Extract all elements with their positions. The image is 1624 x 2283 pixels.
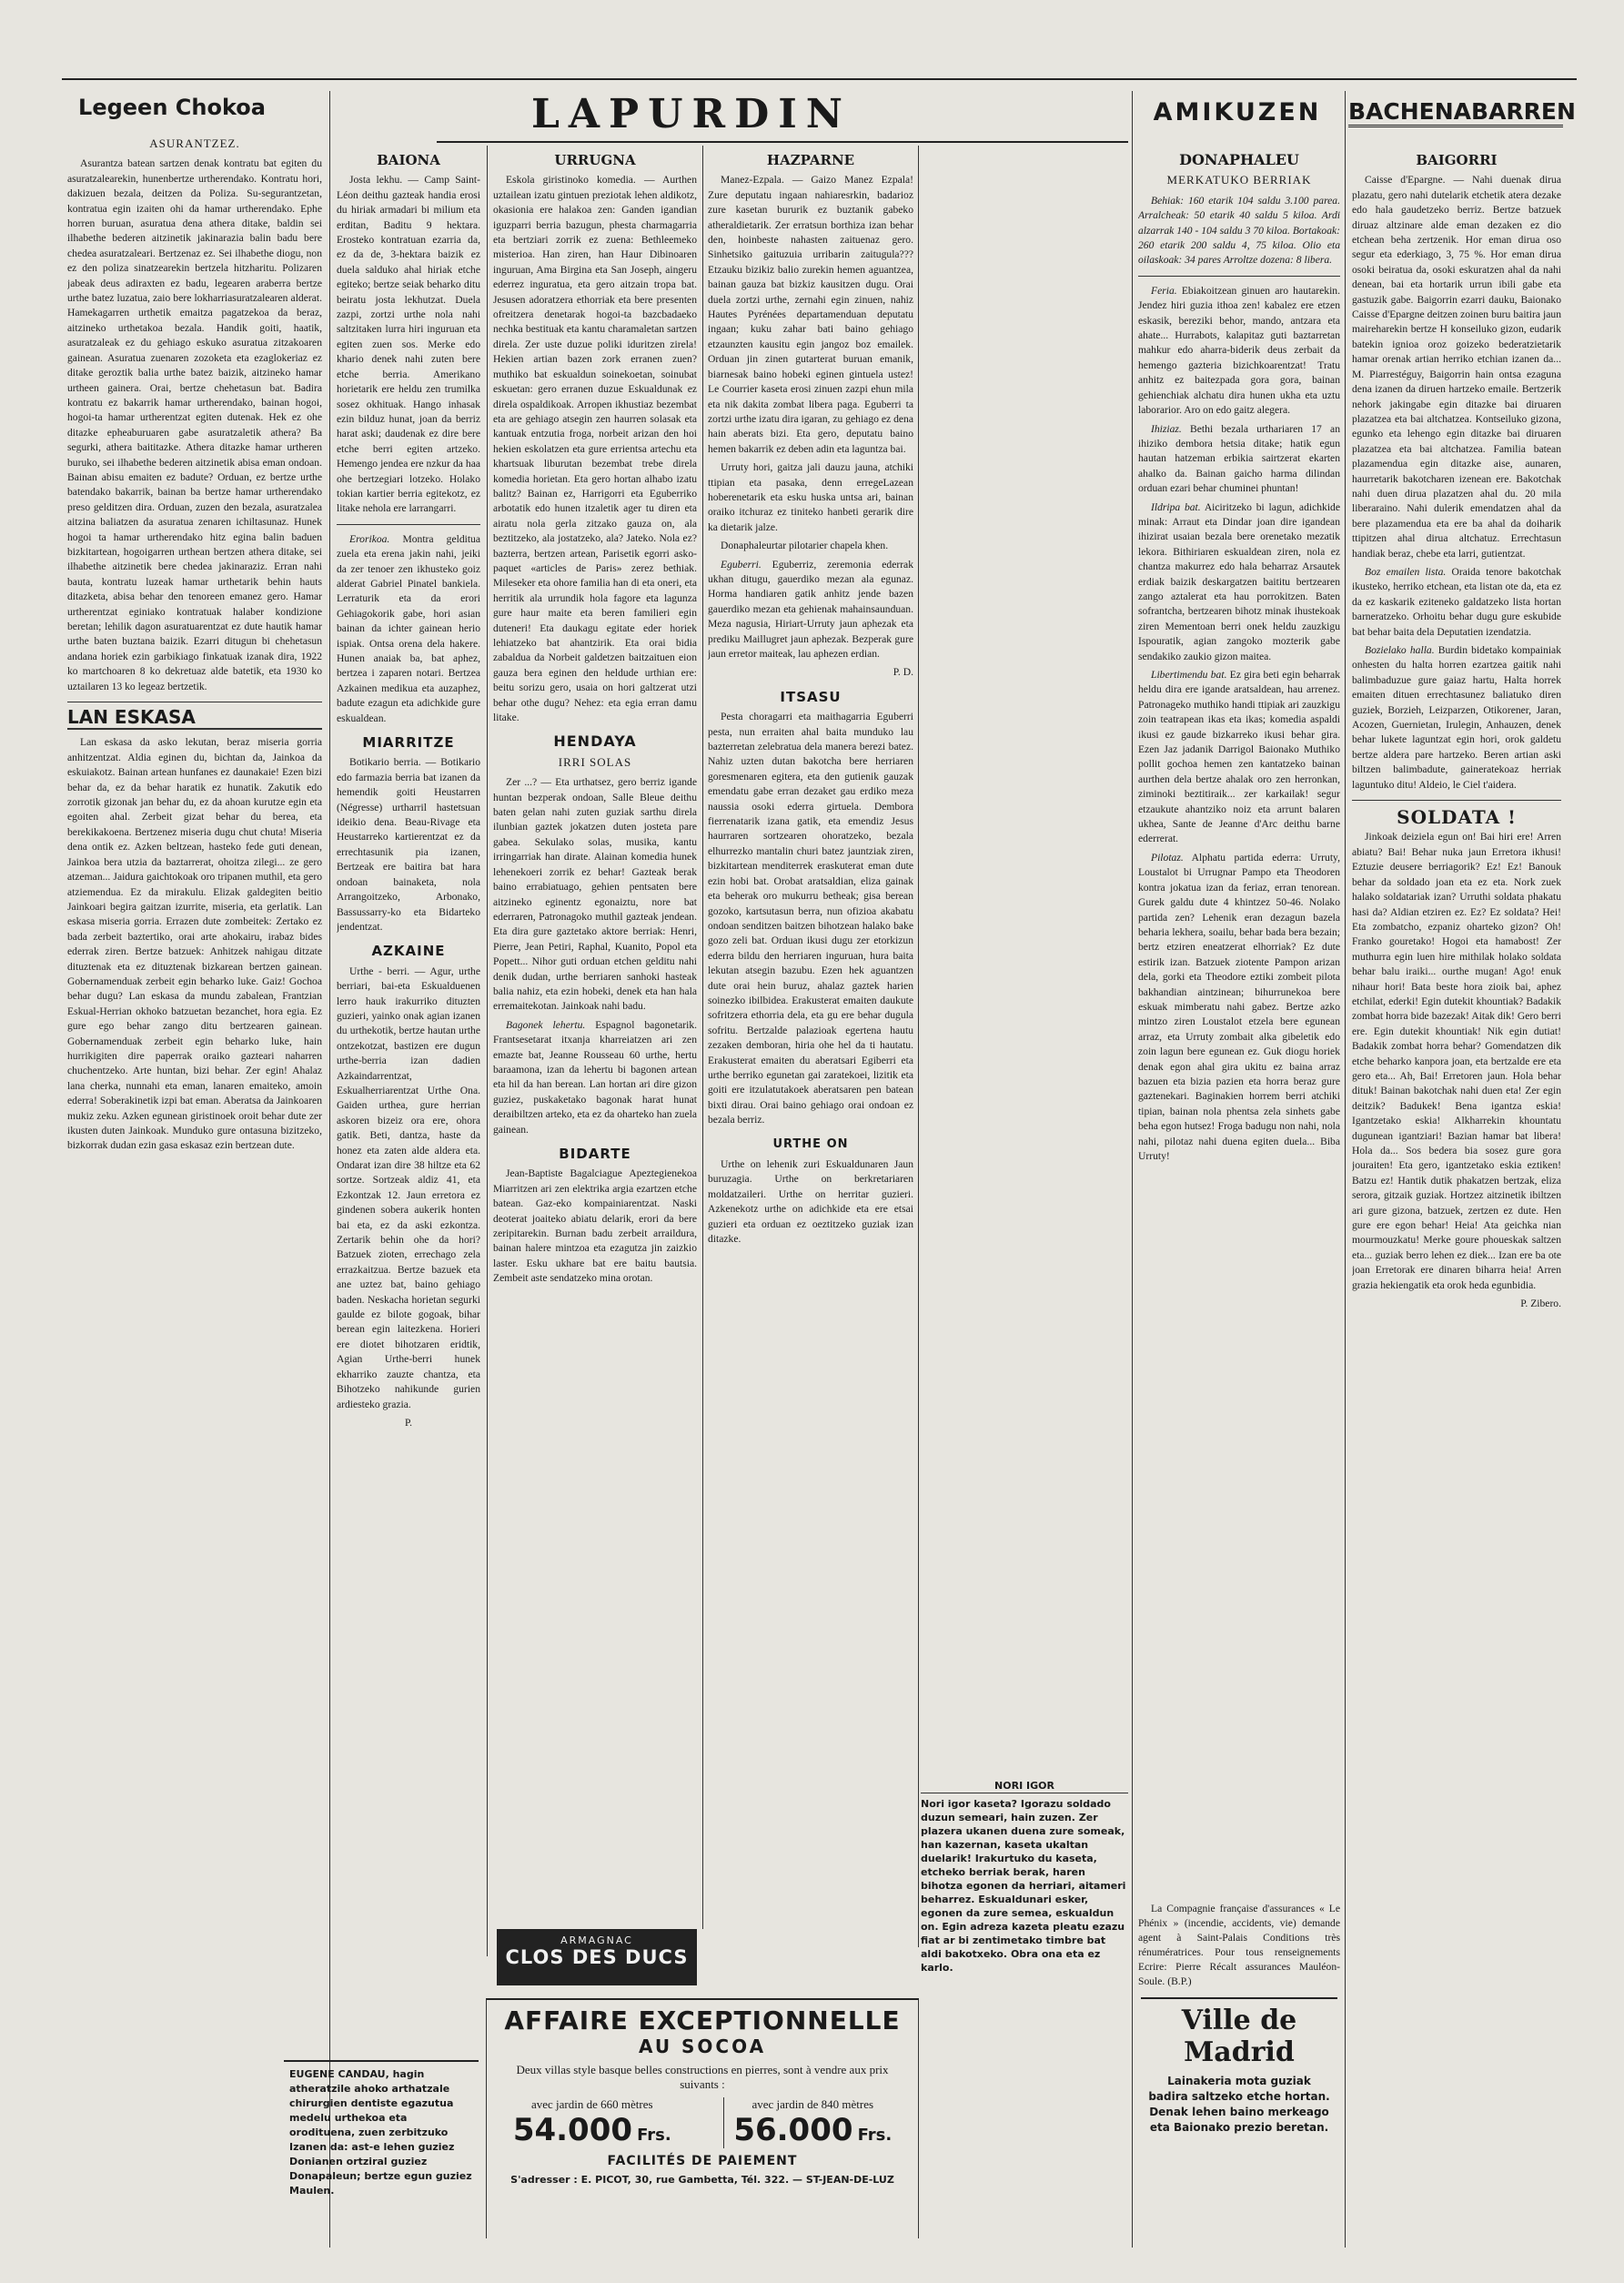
- ad-facilites: FACILITÉS DE PAIEMENT: [607, 2154, 798, 2168]
- ad-small-text: ARMAGNAC: [560, 1934, 633, 1946]
- article-text: Alphatu partida ederra: Urruty, Loustalot bi Urrugnar Pampo eta Theodoren kontra jokatua izan da feriaz, erran tenorean. Gurek galdu dute 4 khintzez 50-46. Nolako partida zen? Lehenik eran dezagun bazela beharia lekhera, soailu, behar bada bera bezain; bertz etziren eneatzerat elhorriak? Ez dute estirik izan. Batzuek ziotente Pampon arizan dela, gorki eta Theodore eztiki zombeit pilota bakhandian aintzinean; bihurrunekoa bere eskuak mimberatu nahi gabez. Bertze azko mintzo ziren Loustalot etzela bere egunean arraz, eta Urruty zombait alka gibeletik edo zoin lagun bere egunean ez. Guk diogu horiek denak egon ahal gira ukitu ez baina arraz bazuen eta bizia pazien eta horra beraz gure gaztenekari. Baginakien horrem berri atchiki tipian, bainan nola phentsa zela sinhets gabe beha egon hutsez! Froga badugu non nahi, nola nahi, pilotaz nahi duena egiten duela... Biba Urruty!: [1138, 851, 1340, 1162]
- article-body: Nori igor kaseta? Igorazu soldado duzun semeari, hain zuzen. Zer plazera ukanen duena zure someak, han kazernan, kaseta ukaltan duelarik! Irakurtuko du kaseta, etcheko berriak berak, haren bihotza egonen da herriari, aitameri beharrez. Eskualdunari esker, egonen da zure semea, eskualdun on. Egin adreza kazeta pleatu ezazu fiat ar bi zentimetako timbre bat aldi bakotxeko. Obra ona eta ez karlo.: [921, 1798, 1126, 1974]
- article-subtitle: ASURANTZEZ.: [149, 136, 240, 150]
- article-body: Jean-Baptiste Bagalciague Apeztegienekoa Miarritzen ari zen elektrika argia ezartzen etche batean. Gaz-eko kompainiarentzat. Naski deoterat joaiteko abiatu delarik, erori da bere zeripitarekin. Burnan badu zerbeit arraildura, bainan halere mintzoa eta ezagutza jin zaizkio laster. Esku ukhare bat ere baitu bautsia. Zembeit aste sendatzeko mina orotan.: [493, 1167, 697, 1285]
- villa-1: [513, 2097, 671, 2148]
- column-6: [1352, 146, 1561, 2238]
- section-heading: HENDAYA: [553, 732, 637, 751]
- ad-title: AFFAIRE EXCEPTIONNELLE: [504, 2005, 901, 2036]
- section-heading: BAIGORRI: [1416, 152, 1498, 168]
- article-lead: Bozielako halla.: [1365, 644, 1435, 656]
- section-heading: DONAPHALEU: [1179, 151, 1299, 168]
- section-heading: MIARRITZE: [362, 734, 455, 752]
- article-body: [708, 558, 913, 662]
- article-text: Montra gelditua zuela eta erena jakin nahi, jeiki da zer tenoer zen ikhusteko goiz alderat Gabriel Pinatel bankiela. Lerraturik eta da erori Gehiagokorik gabe, hori asian bainan da ichter gainean herio ispiak. Ontsa orena dela hakere. Hunen anaiak ba, bat aphez, bertzea i zaparen notari. Bertzea Azkainen medikua eta auzaphez, badute ezagun eta adichkide gure eskualdean.: [337, 532, 480, 724]
- article-text: Ebiakoitzean ginuen aro hautarekin. Jendez hiri guzia ithoa zen! kabalez ere etzen eskasik, bereziki behor, mando, antzara eta ahate... Hurrabots, kalapitaz guti baztarretan mahkur edo aharra-biderik deus zerbait da hemengo gazteria bizichkoarentzat! Tratu anhitz ez baitezpada gora gora, bainan gehienchiak alchatu dira hunen ukha eta uztu laborarior. Aro on edo gaitz alegera.: [1138, 284, 1340, 417]
- ad-title: Ville de Madrid: [1181, 2005, 1297, 2068]
- article-body: Lan eskasa da asko lekutan, beraz miseria gorria anhitzentzat. Aldia eginen du, bichtan da, Jainkoa da eskuiakotz. Bainan artean hunfanes ez daunakaie! Ezen bizi behar da, ez da behar haratik ez hunatik. Zakutik edo zorrotik gizonak jan behar du, ez da ahoan kurutze egin eta egoiten ahal. Zerbeit gizat behar du berea, eta berekikakoena. Bertzenez miseria dugu chut chuta! Miseria dena ontik ez. Azken beltzean, hasteko fede guti denean, Jainkoa bera utzia da baztarrerat, ohoitza zilegi... ze gero atzeman... Jaidura gaichtokoak oro tripanen muthil, eta gero atziemendua. Ez da mirakulu. Elizak galdegiten beitio Jainkoari begira gaitzan izurrite, miseria, eta gerlatik. Lan eskasa miseria gorria. Errazen dute zombeitek: Zertako ez bada zerbeit baztertiko, orai arte ahokairu, irabaz bides ederrak ziren. Bertze batzuek: Anhitzek nahigau ditzate dituztenak eta ez dituztenak bizkarean bertzen gainean. Gobernamenduak zerbeit egin beharko luke. Gaiz! Gochoa behar dugu? Lan eskasa da mundu zabalean, Frantzian Eskual-Herrian okhoko batzuetan bezanchet, hora egia. Ez gure ego behar zango ditu bertzearen gainean. Gobernamenduak zerbeit egin beharko luke, hain hurrikigiten dire paperrak oraiko gazteari naharren chuchentzeko. Arte huntan, bizi behar. Zer egin! Ahalaz lana cherka, nunnahi eta eman, lanaren emaiteko, amoin ederra! Soberakinetik izpi bat eman. Aberatsa da Jainkoaren mukiz zeku. Azken egunean giristinoek oroit behar dute zer ikusten duten Jainkoak. Munduko gure ontasuna bizitzeko, bizkorrak dudan ezin gasa eskasaz ezin bertzean dute.: [67, 736, 322, 1152]
- masthead-left: Legeen Chokoa: [78, 95, 266, 120]
- article-body: Asurantza batean sartzen denak kontratu bat egiten du asuratzalearekin, hunenbertze urtherendako. Kontratu hori, dakizuen bezala, deitzen da Poliza. Su-segurantzetan, kontratua egin izaiten ohi da hamar urtherendako. Ephe horren buruan, asuratua dena athera ditake, baldin sei ilhabethe bederen aitzinetik jakinarazia balin badu bere chedea asuratzaleari. Bertzenaz ez. Sei ilhabethe diogu, non ez den poliza sinatzearekin bertzela hitzharitu. Polizaren jabeak deus adiraxten ez badu, legearen araberra bertze urthe batez luzatua, zaio bere lokharriasuratzalearen alderat. Hamekagarren urthetik emaitza pagatzekoa da beraz, aitzineko urthetakoa bezala. Handik goiti, haatik, asuratzaleak ez du gehiago eskuko asuratua zitzakoaren gainean. Asuratua zuenaren zozoketa eta ezaglokeriaz ez ditake geroztik balia urthe batez baizik, aitzineko hamar urtheen gainera. Orai, bertze chehetasun bat. Badira kontratu ez bakarrik hamar urtherendako, bainan hogoi, hogoi-ta hamar urtherentzat egiten dutenak. Hek ez ohe ditazke epheaburuaren gabe asuratzaletik athera? Ba segurki, athera baititazke. Athera ditazke hamar urtheren buruko, sei ilhabethe bederen aitzinetik abisa eman ondoan. Bainan abisu emaiten ez badute? Orduan, ez bertze urthe batendako bakarrik, bainan ba bertze hamar urtherendako preso gelditzen dira. Orduan, zuzen den bezala, asuratzalea aitzina baliatzen da asuratua zenaren ichiltasunaz. Hunek hogoi ta hamar urtherendako hitz egina balin baduen bizkitartean, hogoigarren urthean bertzen athera ditake, sei ilhabethe aitzinetik bere chedea jakinaraziz. Erran nahi bauta, kontratu luzeak hamar urthetarik behin hauts ditazketa, abisa behar den tenoreen emanez gero. Hamar urtherentzat eginiako kontratuak halaber kondizione beretan; lehilik dagon asuratuarentzat ez dute hautik hamar urthe baten buztana baizik. Ezarri ditugun bi chehetasun andana horiek ezin garbikiago finkatuak izanak dira, 1922 ko martchoaren 8 ko dekretuaz alde batetik, eta 1930 ko uztailaren 13 ko legeaz bertzetik.: [67, 157, 322, 692]
- ad-big-text: CLOS DES DUCS: [505, 1946, 689, 1968]
- ad-address: S'adresser : E. PICOT, 30, rue Gambetta, Tél. 322. — ST-JEAN-DE-LUZ: [510, 2174, 894, 2186]
- villa-label: avec jardin de 840 mètres: [751, 2097, 874, 2111]
- article-body: [493, 1018, 697, 1137]
- column-rule: [918, 146, 919, 1947]
- article-text: Espagnol bagonetarik. Frantsesetarat itxanja kharreiatzen ari zen emazte bat, Jeanne Rousseau 60 urthe, hertu baraamona, izan da lehertu bi bagonen artean eta hil da han berean. Lan hortan ari dire gizon guziez, puskaketako bagonak harat hunat deraibiltzen arteko, eta ez da oharteko han zuela gainean.: [493, 1018, 697, 1136]
- column-rule: [329, 91, 330, 2248]
- nori-igor-box: [921, 1779, 1128, 2052]
- armagnac-ad: [497, 1929, 697, 1985]
- article-text: Eguberriz, zeremonia ederrak ukhan ditugu, gauerdiko mezan ala egunaz. Horma handiaren gatik anhitz jende bazen gauerdiko mezan eta gehienak mahainsaunduan. Meza nagusia, Hiriart-Urruty jaun aphezak eta prediku Maillugret jaun aphezak. Bezperak gure jaun erretor maiteak, lau aphezen erdian.: [708, 558, 913, 660]
- section-subtitle: IRRI SOLAS: [558, 754, 632, 769]
- article-lead: Bagonek lehertu.: [506, 1018, 586, 1031]
- article-body: Urruty hori, gaitza jali dauzu jauna, atchiki ttipian eta pasaka, denn erregeLazean hoberenetarik eta esku huska untsa ari, bainan oraiko itchuraz ez tiniteko hanbeti gerarik dire ka dietarik jalze.: [708, 461, 913, 533]
- section-heading: NORI IGOR: [921, 1779, 1128, 1793]
- article-body: Pesta choragarri eta maithagarria Eguberri pesta, nun erraiten ahal baita munduko lau bazterretan zelebratua dela manera berezi batez. Nahiz uzten dutan bakotcha bere herriaren goresmenaren egitera, eta den gutienik gauzak emendatu gabe erran dezaket gau erdiko meza naussia osoki ederra girtuela. Dembora fierrenatarik izana gatik, eta emendiz Jesus haurraren sortzearen ohoratzeko, bezala elhurrezko mantalin churi batez jauntziak ziren, bizkitartean menditerrek eraskuterat eman dute ezin hobi bat. Orobat aratsaldian, eliza gainak eta beherak oro mukurru betheak; gisa berean gozoko, kartsutasun berra, nun ofizioa akabatu ondoan senditzen baitzen bihotzean halako bake gozo zeli bat. Orduan ikusi dugu zer etorkizun ederra bildu den herriaren inguruan, hura baita lekutan atsegin bazubu. Ezen hek aguantzen dute orai hein buruz, ahalaz gaztek harien soinezko ibilbidea. Erakusterat emaiten daukute sofritzera ethorria dela, eta gu ere behar dugula sofritu. Bertzalde palazioak egertena hautu zezaken demboran, hiria ohe hel da ti hautatu. Erakusterat emaiten du aberatsari Egiberri eta urthe berriko egunetan gai zaratekoei, lizitik eta goiti ere itzulatutakoek aberatsaren pen batean bixti dirau. Orai baino gehiago orai ondoan ez bezala berriz.: [708, 711, 913, 1126]
- column-4: [708, 146, 913, 1783]
- article-lead: Libertimendu bat.: [1151, 669, 1227, 681]
- ad-subtitle: AU SOCOA: [638, 2036, 767, 2057]
- article-body: Manez-Ezpala. — Gaizo Manez Ezpala! Zure deputatu ingaan nahiaresrkin, badarioz zure kasetan bururik ez buztanik gabeko atheraldietarik. Zer erratsun borthiza izan behar den, hoinbeste nahasten zaituenaz gero. Sinhetsiko gaituzuia urribarin zaitugula??? Etzauku bizikiz balio zurekin hemen aguantzea, bainan gauza bat bizkiz kausitzen dugu. Orai duela zortzi urthe, zernahi egin zinuen, nahiz Hautes Pyrénées departamenduan deputatu ingaan; kuku zahar bati baino gehiago etzaunzten kausitu egin jangoz boz emailek. Orduan jin zinen gutarterat buruan emanik, biarnesak baino hobeki eginen gintuela ustez! Le Courrier kaseta erosi zinuen zazpi ehun mila eta nik dakita zombat libera paga. Eguberri ta zortzi urthe izatu dira igaran, zu gehiago ez dena hain aberats bizi. Eta gero, deputatu baino hemen bakarrik ez deben adin eta laguntza bai.: [708, 174, 913, 455]
- article-body: [1138, 284, 1340, 419]
- affaire-ad: [486, 1998, 919, 2238]
- column-3: [493, 146, 697, 1811]
- article-text: Bethi bezala urthariaren 17 an ihiziko dembora hetsia ditake; hatik egun hautan hatzeman erbikia sairtzerat ekarten ahalko da. Bainan gaicho harma dilindan orduan ezari behar chuminei phuntan!: [1138, 422, 1340, 495]
- phenix-ad: La Compagnie française d'assurances « Le Phénix » (incendie, accidents, vie) demande agent à Saint-Palais Conditions très rénumératrices. Pour tous renseignements Ecrire: Pierre Récalt assurances Mauléon-Soule. (B.P.): [1138, 1903, 1340, 1987]
- section-heading: BAIONA: [377, 152, 440, 168]
- section-heading: ITSASU: [780, 688, 842, 705]
- article-body: Josta lekhu. — Camp Saint-Léon deithu gazteak handia erosi du hiriak armadari bi milium eta erditan, Baditu 9 hektara. Erosteko kontratuan ezarria da, ez da de, 3-hektara baizik ez duela salduko ahal hiriak etche egiteko; bertze seiak beharko ditu beiratu josta lekhutzat. Duela zazpi, zortzi urthe nola nahi saltzitaken lurra hiri inguruan eta egiten zuen sos. Merke edo khario denek nahi zuten bere etche berria. Amerikano horietarik ere heldu zen trumilka sosez okhituak. Hango inhasak ezin bilduz hunat, joan da berriz harat aski; daudenak ez dire bere etche berri egiten artzeko. Hemengo jendea ere nzkur da haa ohe bertzegiari lotzeko. Holako tokian kartier berria egitekotz, ez litake nehola ere larrangarri.: [337, 174, 480, 515]
- article-body: [1352, 643, 1561, 793]
- article-lead: Erorikoa.: [349, 532, 390, 545]
- article-text: Oraida tenore bakotchak ikusteko, herriko etchean, eta listan ote da, eta ez da ez kaskarik eziteneko galdatzeko lista hortan barneratzeko. Orhoitu behar dugu gure eskubide bat behar baita dela Deputatien izendatzia.: [1352, 565, 1561, 638]
- section-heading: LAN ESKASA: [67, 710, 322, 730]
- article-body: [1352, 565, 1561, 640]
- section-heading: BIDARTE: [559, 1146, 631, 1162]
- masthead-title: LAPURDIN: [530, 91, 852, 137]
- masthead-rule: [437, 141, 1128, 143]
- villa-prices: [487, 2097, 918, 2148]
- article-body: [1138, 668, 1340, 847]
- price-value: 54.000: [512, 2112, 633, 2148]
- masthead-right-1: AMIKUZEN: [1153, 98, 1322, 126]
- article-body: Urthe - berri. — Agur, urthe berriari, bai-eta Eskualduenen lerro hauk irakurriko dituzten guzieri, yainko onak agian izanen du urthekotik, bertze hautan urthe ontzekotzat, bastizen ere dugun urthe-berria izan dadien Azkaindarrentzat, Eskualherriarentzat Urthe Ona. Gaiden urthea, gure herrian askoren bizeiz ora ere, ohora gatik. Beti, dantza, haste da honez eta zaten alde aldera eta. Ondarat izan dire 38 hiltze eta 62 sortze. Sortzeak aldiz 41, eta Ezkontzak 12. Jaun erretora ez gindenen sobera aukerik honten bai eta, ez da aski ezkontza. Zertarik behin ohe da hori? Batzuek zioten, errechago zela errazkaitzua. Bertze bazuek eta ane uztez bat, baino gehiago baden. Neskacha horietan segurki gaulde ez bilote gogoak, bihar berean egin laitezkena. Horieri ere diotet bihotzaren eridtik, Agian Urthe-berri hunek ekharriko zauzte chantza, eta Bihotzeko nahikunde gurien ardiesteko grazia.: [337, 965, 480, 1410]
- signature: P. D.: [893, 666, 913, 679]
- article-body: Botikario berria. — Botikario edo farmazia berria bat izanen da hemendik goiti Heustarren (Négresse) urtharril hastetsuan ideikio dena. Beau-Rivage eta Heustarreko kartierentzat ez da errechtasunik pia izanen, Bertzeak ere baitira bat hara ondoan bainaketa, nola Arrangoitzeko, Arbonako, Bassussarry-ko eta Bidarteko jendentzat.: [337, 756, 480, 933]
- article-body: Jinkoak deiziela egun on! Bai hiri ere! Arren abiatu? Bai! Behar nuka jaun Erretora ikhusi! Eztuzie deusere berriagorik? Ez! Ez! Banouk behar da soldado joan eta ez eta. Nork zuek halako soldatariak izan? Urruthi soldata phakatu hasi da? Aldian etziren ez. Ez? Ez soldata? Hei! Eta zombatcho, ezpaniz oharteko gizon? Oh! Franko gouretako! Hogoi eta hamabost! Zer muthurra egin luen hire mithilak holako soldata behar balu iraiki... ourthe mugan! Ago! enuk nihaur hori! Bata beste hora zioik bai, aphez etchilat, ederki! Egin dutekit khountiak? Badakik zombat horra bide bazezak! Aitak dik! Gero berri ere. Egin dutekit khountiak! Nik egin dutiat! Badakik zombat horra behar? Gomendatzen dik etche beharko kanpora joan, eta bertzalde ere eta gero eta... Ah, Bai! Erretoren jaun. Hola behar dituk! Bainan bakotchak nahi duen eta! Zer egin deitzik? Badukek! Bena igantza eskia! Igantzetako eskia! Alkharrekin khountatu dugunean igantziari! Bazian hamar bat libera! Hola da... Sos bedera bia sosez gure gora jouraiten! Eta gero, igantzetako eskia eztiken! Batzu ez! Hantik dutik phakatzen bertzak, eliza serora, gitzaik guziak. Hortzez aitzinetik ibiltzen ari gure gizona, batzuek, zertzen ez dute. Hen gure ere egon behar! Heia! Ata geichka nian mourmouzkatu! Merke goure phoueskak saltzen eta... guziak berro lehen ez diek... Izan ere ba ote joan Erretorak ere dinaren biharra heia! Arren grazia hekiengatik eta orok heda egunbidia.: [1352, 831, 1561, 1291]
- section-subtitle: MERKATUKO BERRIAK: [1166, 173, 1312, 187]
- signature: P.: [404, 1416, 413, 1429]
- column-5: [1138, 146, 1340, 1893]
- article-lead: Ildripa bat.: [1151, 500, 1201, 513]
- villa-price: [513, 2112, 671, 2148]
- article-body: Zer ...? — Eta urthatsez, gero berriz igande huntan bezperak ondoan, Salle Bleue deithu baten gelan nahi zuten guziak sarthu direla ilunbian gaztek jokatzen duten josteta pare gabea. Sekulako solas, musika, kantu irringarriak han dirate. Alainan komedia hunek lehenekoeri zorrik ez behar! Gazteak berak baino errabiatuago, gehien pentsaten bere aitzineko eginentz egonaiztu, nore bat ederraren, Patronagoko muthil gazteak jendean. Eta dira gure gaztetako aktore berriak: Henri, Pierre, Jean Petiri, Raphal, Kuanito, Popol eta Popett... Nihor guti orduan etchen gelditu nahi denik dudan, urthe berriaren sanhoki hasteak balia nahiz, eta ezin hobeki, denek eta han hala erremaitekotan. Jainkoak nahi badu.: [493, 776, 697, 1013]
- article-text: Aiciritzeko bi lagun, adichkide minak: Arraut eta Dindar joan dire igandean ihizirat usaian bezala bere orenetako mezatik lekora. Bithiriaren eskualdean ziren, nola ez chantza makurrez edo hala beharraz Arsautek erdiak baizik deskargatzen baititu bertzearen zango aztalerat eta hau porrokitzen. Baten sofrantcha, bertzearen bihotz minak ihustekoak ziren Mementoan berri onek heldu zauzkigu Ispouratik, agian zangoko mozterik gabe sendakiko zaukio gizon maitea.: [1138, 500, 1340, 662]
- column-1: [67, 136, 322, 2248]
- price-currency: Frs.: [857, 2126, 893, 2145]
- column-rule: [1345, 91, 1346, 2248]
- ad-text: Lainakeria mota guziak badira saltzeko etche hortan. Denak lehen baino merkeago eta Baionako prezio beretan.: [1148, 2075, 1330, 2134]
- article-body: Eskola giristinoko komedia. — Aurthen uztailean izatu gintuen preziotak lehen aldikotz, okasionia ere halakoa zen: Ganden igandian iguzparri berria bazugun, phesta charmagarria eta bertziari zorrik ez zuena: Bethleemeko misterioa. Han ziren, han Haur Dibinoaren inguruan, Ama Birgina eta San Joseph, aingeru ederrez inguratua, eta gero aitzain tropa bat. Jesusen adoratzera ethorriak eta bere presenten ofreitzera denetarak hogoi-ta bazcbadaeko nechka bestituak eta kantu charamaletan sartzen direla. Zer uste duzue poliki iduritzen zirela! Hekien artian bazen zork erranen zuen? muthiko bat eskualdun soinekoetan, soinubat eskuetan: gero erranen duzue Eskualdunak ez direla ospaldikoak. Arropen ikhustiaz bezembat eta are gehiago atsegin zen haurren solasak eta kantuak entzutia froga, norbeit arizan den hoi hekien eskolatzen eta gure errientsa artechu eta khartsuak liburutan bezembat trebe direla komedia horietan. Eta gero hortan alhabo izatu balitz? Bainan ez, Harrigorri eta Eguberriko arbotatik edo hunen itzaletik ager tu diren eta airatu nola gerla zitzako gauza on, ala beztitzeko, ala jostatzeko, ala? Jateko. Nola ez? bazterra, bertzen artean, Parisetik egorri asko-paquet «articles de Paris» zerez bethiak. Mileseker eta ohore familia han di eta oneri, eta herritik ala urrundik hola fagore eta lagunza gure haur maite eta beren familieri egin duteneri! Eta daukagu egitate eder horiek lehiatzeko bat ahantzirik. Eta orai bidia zabaldua da Norbeit galdetzen baitzaituen eion gauza bera eginen den heldude urthian ere: beitu sorizu gero, usaia on hori galtzerat utzi behar othe dugu? Nehez: eta egia erran damu litake.: [493, 174, 697, 724]
- article-lead: Pilotaz.: [1151, 851, 1184, 864]
- article-text: Burdin bidetako kompainiak onhesten du halta horren ezartzea gaitik nahi balimbaduzue gure gaiaz hartu, Halta horrek emaiten dituen errechtasunez baliatuko diren guziek, Borzieh, Leizparzen, Otikorener, Jaran, Acozen, Guernietan, Irulegin, Anhauzen, denek behar lukete laguntzat egin hori, orok galdetu bertze aldera pare hartzeko. Beren artian aski biltzen balimbadute, gaineratekoaz herriak laguntuko ditu! Aldeio, le Ciel t'aidera.: [1352, 644, 1561, 791]
- market-prices: Behiak: 160 etarik 104 saldu 3.100 parea. Arralcheak: 50 etarik 40 saldu 5 kiloa. Ardi alzarrak 140 - 104 saldu 3 70 kiloa. Bortakoak: 260 etarik 200 saldu 4, 75 kiloa. Olio eta oilaskoak: 34 pares Arroltze dozena: 8 libera.: [1138, 194, 1340, 267]
- section-heading: URRUGNA: [554, 152, 636, 168]
- section-heading: HAZPARNE: [766, 152, 855, 168]
- villa-2: [723, 2097, 892, 2148]
- article-body: Donaphaleurtar pilotarier chapela khen.: [721, 540, 889, 552]
- villa-price: [733, 2112, 892, 2148]
- column-rule: [702, 146, 703, 1929]
- article-lead: Boz emailen lista.: [1365, 565, 1447, 578]
- villa-label: avec jardin de 660 mètres: [530, 2097, 653, 2111]
- section-heading: AZKAINE: [371, 943, 446, 960]
- section-heading: URTHE ON: [772, 1136, 849, 1151]
- masthead-right-2: BACHENABARREN: [1348, 98, 1563, 127]
- section-heading: SOLDATA !: [1397, 806, 1517, 829]
- price-currency: Frs.: [637, 2126, 671, 2145]
- signature: P. Zibero.: [1520, 1298, 1561, 1310]
- article-lead: Feria.: [1151, 284, 1177, 297]
- ad-text: EUGENE CANDAU, hagin atheratzile ahoko arthatzale chirurgien dentiste egazutua medelu urthekoa eta orodituena, zuen zerbitzuko Izanen da: ast-e lehen guziez Donianen ortziral guziez Donapaleun; bertze egun guziez Maulen.: [289, 2068, 472, 2197]
- column-rule: [487, 146, 488, 1956]
- article-body: Urthe on lehenik zuri Eskualdunaren Jaun buruzagia. Urthe on berkretariaren moldatzaileri. Urthe on herritar guzieri. Azkenekotz urthe on adichkide eta ere etsai guzieri eta orduan ez oeztitzeko guziak izan ditazke.: [708, 1158, 913, 1246]
- ville-de-madrid-ad: [1141, 1997, 1337, 2152]
- candau-ad: [284, 2060, 479, 2238]
- article-body: [1138, 422, 1340, 497]
- article-body: Caisse d'Epargne. — Nahi duenak dirua plazatu, gero nahi dutelarik etchetik atera dezake edo hala gaudetzeko berriz. Bertze batzuek diruaz altzinare alde eman dezaken ez dio etchean beha zertzenik. Hor eman dirua oso segur eta ederkiago, 3, 75 %. Hor eman dirua osoki beiratua da, osoki eskuratzen ahal da nahi denean, bai eta hortarik urrun ibili gabe eta gastuzik gabe. Baigorrin ezarri dauku, Baionako Caisse d'Epargne deitzen zoinen buru baitira jaun maireharekin bertze H konseiluko gizon, eudarik batekin ignioa oroz goizeko bederatzietarik hamar orenak artian herriko etchian izanen da... M. Piarrestéguy, Baigorrin hain ontsa ezaguna dena izanen da diruen hartzeko emaile. Bertzerik nehork jakingabe egin ditazke bai diruaren plazatzea eta bai altchatzea. Kontseiluko gizona, egunko eta lehengo egin ditazke bai diruaren plazatzea eta bai altchatzea. Familia batean plazamendua egin ditazke aise, aunaren, haurretarik bakotcharen izenean ere. Bakotchak nahi duen dirua plazatzen ahal du. 20 mila liberaraino. Nahi dulerik emendatzen ahal da bere plazamendua eta ere ba ahal da doiharik ttipitzen ahal dirua altchatuz. Errechtasun handiak beraz, chebe eta larri, gutientzat.: [1352, 174, 1561, 560]
- article-lead: Eguberri.: [721, 558, 762, 571]
- column-rule: [1132, 91, 1133, 2248]
- column-2: [337, 146, 480, 1956]
- article-body: [1138, 851, 1340, 1165]
- article-body: [337, 532, 480, 726]
- price-value: 56.000: [733, 2112, 853, 2148]
- article-body: [1138, 500, 1340, 664]
- ad-intro: Deux villas style basque belles constructions en pierres, sont à vendre aux prix suivants :: [516, 2063, 889, 2091]
- article-text: Ez gira beti egin beharrak heldu dira ere igande aratsaldean, hau arrenez. Patronageko muthiko handi ttipiak ari zauzkigu zoin teatrapean ikas eta ikas; komedia aspaldi ikusi ez gaude bizkarreko ikusi behar gira. Ezen Jaz jadanik Darrigol Baionako Muthiko pollit gochoa hemen zen kantatzeko bainan aurthen dela bertze ahalak oro zen herronkan, ziminoki beztitiraik... zer karkailak! segur etzaukute ahantziko noiz eta arrunt balaren ukhea, Sante de Jeanne d'Arc deithu barne ederrerat.: [1138, 669, 1340, 845]
- article-lead: Ihiziaz.: [1151, 422, 1182, 435]
